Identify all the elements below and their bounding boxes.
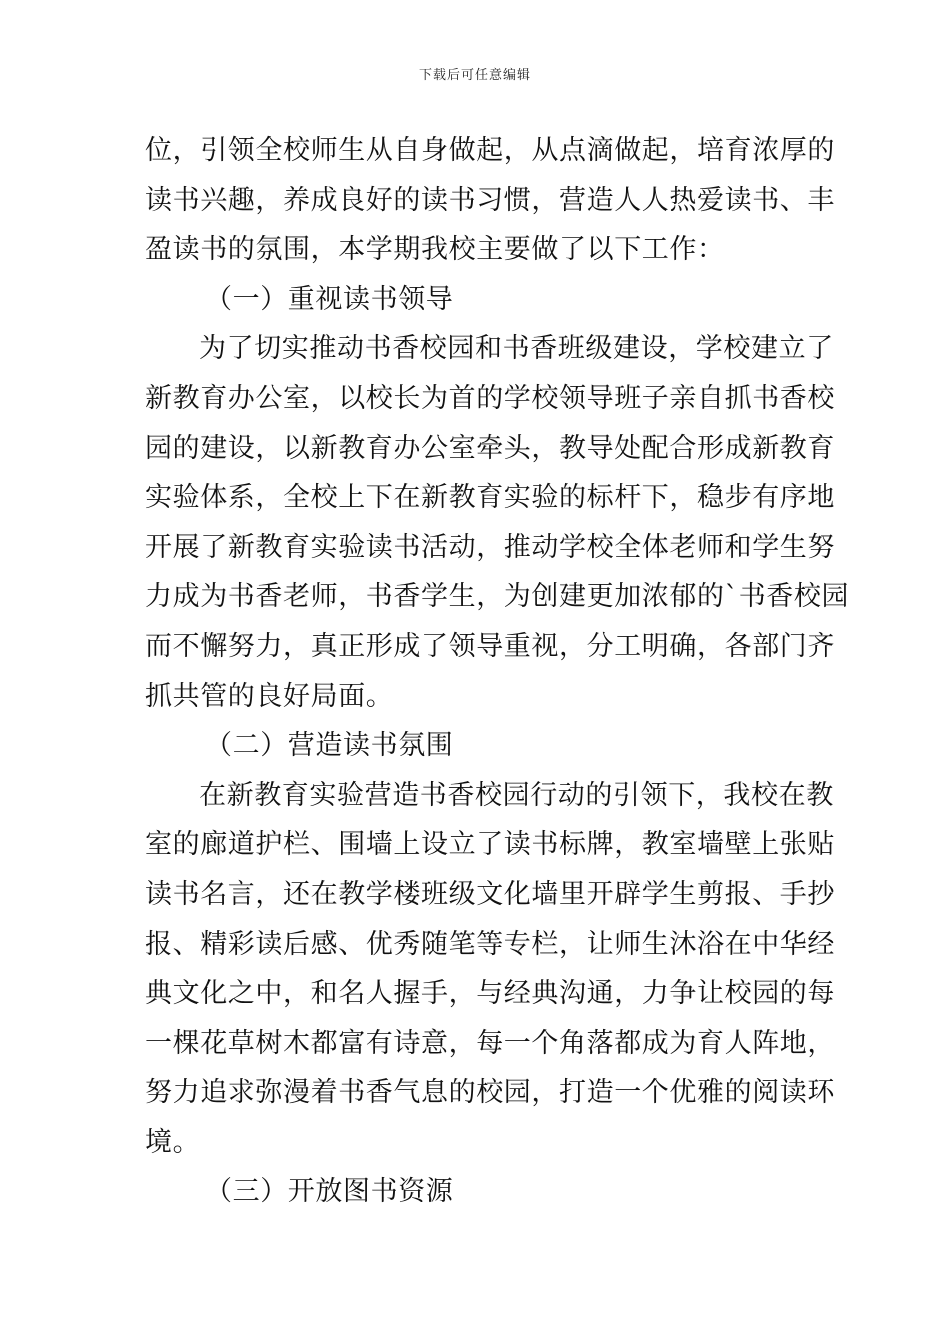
text-line: 位，引领全校师生从自身做起，从点滴做起，培育浓厚的	[145, 135, 835, 166]
text-line: 读书名言，还在教学楼班级文化墙里开辟学生剪报、手抄	[145, 878, 835, 910]
paragraph-first-line: 在新教育实验营造书香校园行动的引领下，我校在教	[199, 779, 834, 811]
document-body	[145, 126, 850, 1217]
text-line: 一棵花草树木都富有诗意，每一个角落都成为育人阵地，	[145, 1027, 835, 1059]
text-line: 盈读书的氛围，本学期我校主要做了以下工作：	[145, 234, 725, 266]
text-line: 新教育办公室，以校长为首的学校领导班子亲自抓书香校	[145, 382, 835, 414]
paragraph-first-line: 为了切实推动书香校园和书香班级建设，学校建立了	[199, 333, 834, 365]
text-line: 园的建设，以新教育办公室牵头，教导处配合形成新教育	[145, 432, 835, 464]
section-heading-2: （二）营造读书氛围	[205, 730, 454, 762]
page-header-note: 下载后可任意编辑	[418, 68, 531, 83]
text-line: 境。	[145, 1126, 201, 1158]
text-line: 开展了新教育实验读书活动，推动学校全体老师和学生努	[145, 531, 835, 563]
text-line: 力成为书香老师，书香学生，为创建更加浓郁的`书香校园	[145, 581, 850, 613]
text-line: 抓共管的良好局面。	[145, 680, 394, 712]
text-line: 努力追求弥漫着书香气息的校园，打造一个优雅的阅读环	[145, 1077, 835, 1109]
text-line: 实验体系，全校上下在新教育实验的标杆下，稳步有序地	[145, 482, 835, 514]
text-line: 读书兴趣，养成良好的读书习惯，营造人人热爱读书、丰	[145, 184, 835, 216]
text-line: 报、精彩读后感、优秀随笔等专栏，让师生沐浴在中华经	[145, 928, 835, 960]
text-line: 典文化之中，和名人握手，与经典沟通，力争让校园的每	[145, 978, 835, 1010]
section-heading-3: （三）开放图书资源	[205, 1176, 454, 1208]
text-line: 而不懈努力，真正形成了领导重视，分工明确，各部门齐	[145, 630, 835, 662]
text-line: 室的廊道护栏、围墙上设立了读书标牌，教室墙壁上张贴	[145, 829, 835, 861]
section-heading-1: （一）重视读书领导	[205, 283, 454, 315]
